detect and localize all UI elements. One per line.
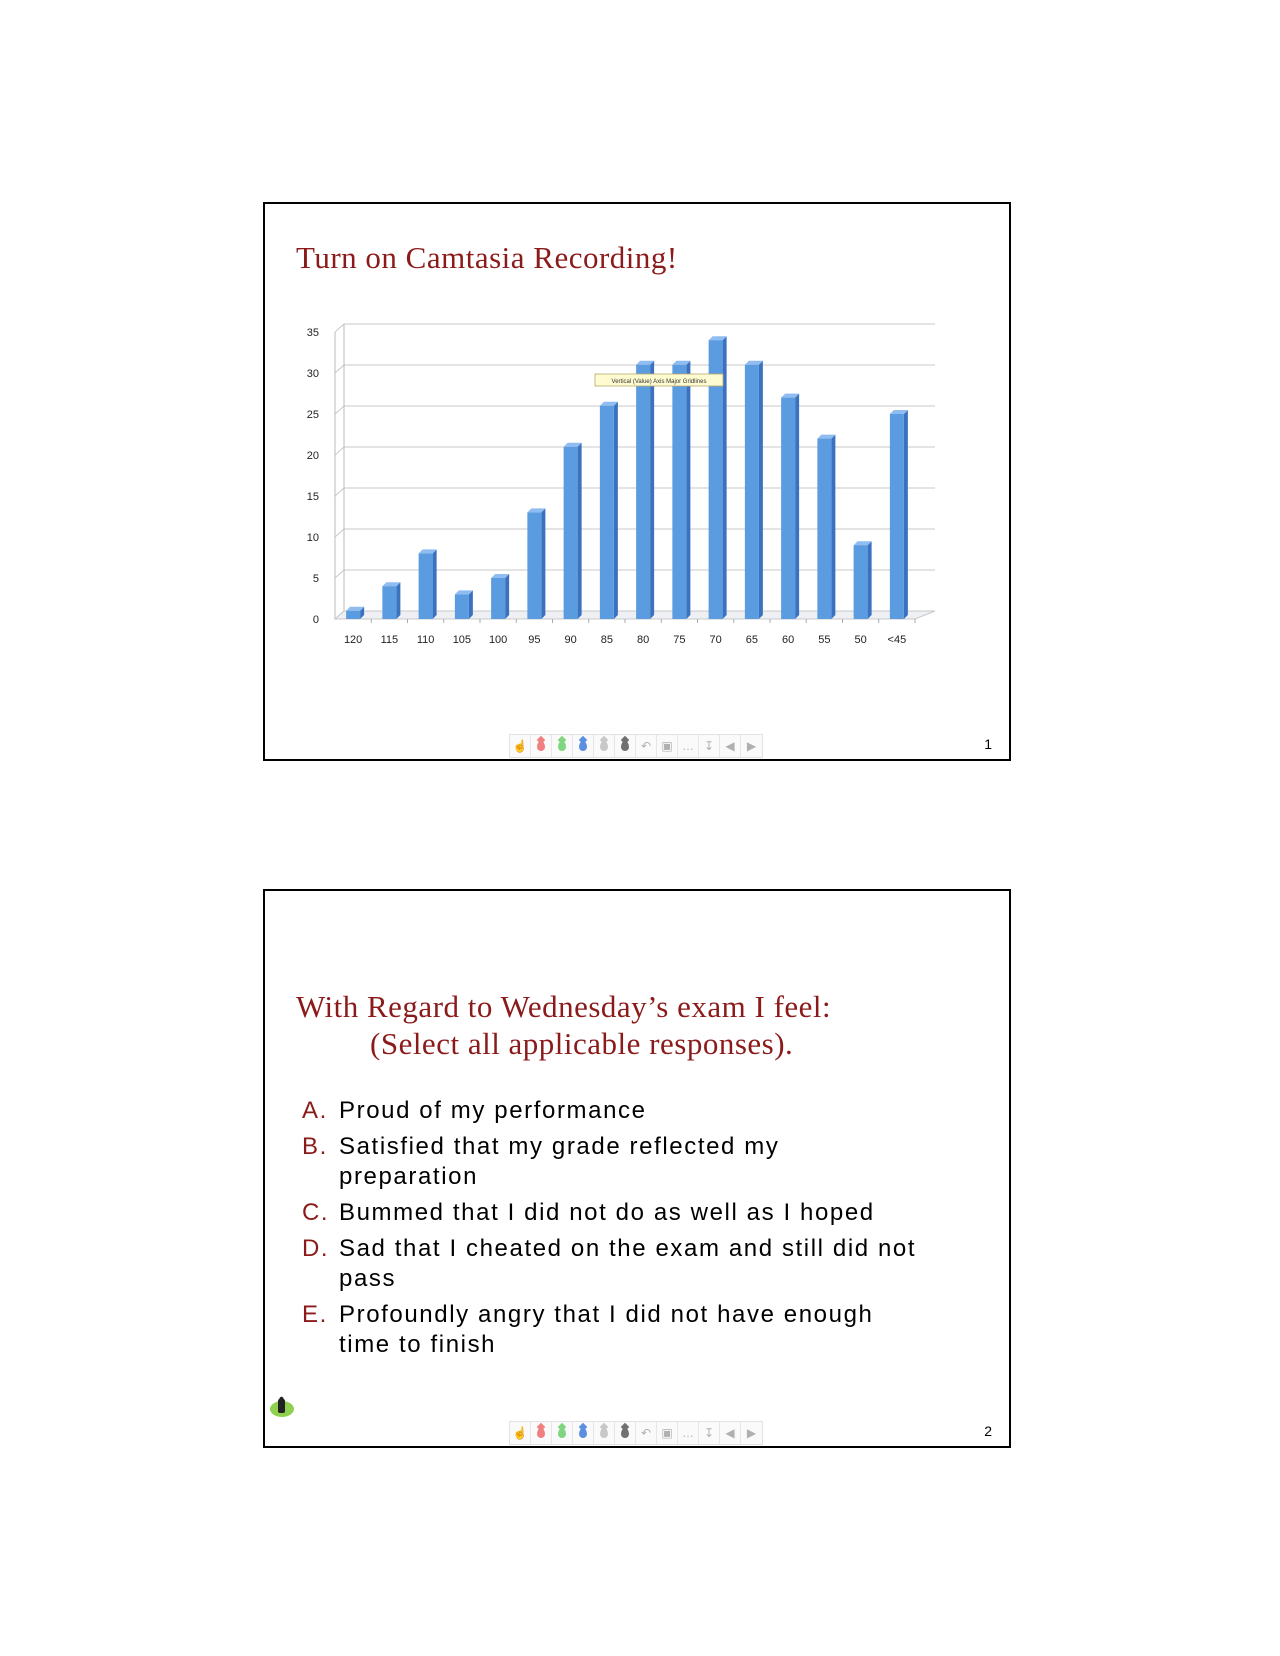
y-tick-label: 5	[312, 573, 319, 585]
answer-letter: D.	[302, 1235, 330, 1262]
green-pen-icon[interactable]	[552, 1422, 573, 1444]
bar	[346, 611, 360, 619]
bar-side	[686, 361, 690, 619]
answer-b	[302, 1132, 982, 1192]
undo-icon[interactable]: ↶	[636, 735, 657, 757]
bar	[419, 553, 433, 619]
bar	[636, 365, 650, 619]
slide-2-number: 2	[984, 1423, 992, 1439]
x-tick-label: 100	[488, 634, 508, 646]
bar-side	[868, 541, 872, 619]
x-tick-label: 90	[564, 634, 577, 646]
y-tick-label: 30	[306, 368, 319, 380]
bar	[491, 578, 505, 619]
x-tick-label: 80	[637, 634, 650, 646]
bar-side	[831, 435, 835, 619]
bar-side	[759, 361, 763, 619]
answer-letter: B.	[302, 1133, 328, 1160]
red-pen-icon[interactable]	[531, 1422, 552, 1444]
slide-1-number: 1	[984, 736, 992, 752]
gridline-diagonal	[335, 447, 344, 455]
x-tick-label: 55	[818, 634, 831, 646]
answer-letter: C.	[302, 1199, 330, 1226]
answer-text: Proud of my performance	[339, 1097, 647, 1124]
slide-1-toolbar	[509, 734, 763, 758]
bar	[382, 586, 396, 619]
green-pen-icon[interactable]	[552, 735, 573, 757]
bar	[890, 414, 904, 619]
gridline-tooltip-text: Vertical (Value) Axis Major Gridlines	[611, 379, 707, 385]
answer-letter: A.	[302, 1097, 328, 1124]
x-tick-label: 75	[673, 634, 686, 646]
slide-1-title: Turn on Camtasia Recording!	[296, 240, 678, 275]
answer-letter: E.	[302, 1301, 328, 1328]
prev-icon[interactable]: ◀	[720, 1422, 741, 1444]
more-icon[interactable]: …	[678, 1422, 699, 1444]
bar-side	[904, 410, 908, 619]
x-tick-label: 120	[343, 634, 363, 646]
bar-side	[396, 582, 400, 619]
x-tick-label: 70	[709, 634, 722, 646]
slide-2-toolbar	[509, 1421, 763, 1445]
answer-list	[302, 1096, 982, 1366]
bar-side	[578, 443, 582, 619]
next-icon[interactable]: ▶	[746, 1426, 757, 1440]
bar	[745, 365, 759, 619]
blue-pen-icon[interactable]	[573, 1422, 594, 1444]
bar	[564, 447, 578, 619]
gray-pen-icon[interactable]	[594, 735, 615, 757]
download-icon[interactable]: ↧	[699, 735, 720, 757]
blue-pen-icon[interactable]	[573, 735, 594, 757]
gridline-diagonal	[335, 365, 344, 373]
x-tick-label: 50	[854, 634, 867, 646]
answer-text: Profoundly angry that I did not have enough time to finish	[339, 1301, 874, 1358]
gridline-diagonal	[335, 406, 344, 414]
bar	[455, 594, 469, 619]
answer-text: Bummed that I did not do as well as I hoped	[339, 1199, 875, 1226]
x-tick-label: 115	[380, 634, 399, 646]
bar	[781, 398, 795, 619]
histogram-chart	[295, 319, 945, 674]
bar-side	[650, 361, 654, 619]
x-tick-label: <45	[887, 634, 907, 646]
x-tick-label: 60	[782, 634, 795, 646]
gridline-diagonal	[335, 324, 344, 332]
answer-c	[302, 1198, 982, 1228]
bar	[600, 406, 614, 619]
red-pen-icon[interactable]	[531, 735, 552, 757]
slide-2	[263, 889, 1011, 1448]
gridline-diagonal	[335, 570, 344, 578]
bar	[817, 439, 831, 619]
y-tick-label: 20	[306, 450, 319, 462]
bar-side	[505, 574, 509, 619]
x-tick-label: 110	[416, 634, 435, 646]
y-tick-label: 10	[306, 532, 319, 544]
y-tick-label: 25	[306, 409, 319, 421]
answer-text: Sad that I cheated on the exam and still did not pass	[339, 1235, 917, 1292]
chart-svg	[295, 319, 945, 674]
slide-1	[263, 202, 1011, 761]
bar-side	[433, 549, 437, 619]
x-tick-label: 105	[452, 634, 472, 646]
pointer-icon[interactable]: ☝	[510, 735, 531, 757]
window-icon[interactable]: ▣	[657, 1422, 678, 1444]
y-tick-label: 35	[306, 327, 319, 339]
answer-text: Satisfied that my grade reflected my preparation	[339, 1133, 780, 1190]
bar	[672, 365, 686, 619]
bar	[527, 512, 541, 619]
bar	[854, 545, 868, 619]
undo-icon[interactable]: ↶	[636, 1422, 657, 1444]
download-icon[interactable]: ↧	[699, 1422, 720, 1444]
bar-side	[541, 508, 545, 619]
gridline-diagonal	[335, 488, 344, 496]
dark-pen-icon[interactable]	[615, 735, 636, 757]
slide-2-title-line-2: (Select all applicable responses).	[370, 1026, 794, 1061]
prev-icon[interactable]: ◀	[720, 735, 741, 757]
bar-side	[614, 402, 618, 619]
dark-pen-icon[interactable]	[615, 1422, 636, 1444]
next-icon[interactable]: ▶	[746, 739, 757, 753]
bar-side	[795, 394, 799, 619]
slide-2-title-line-1: With Regard to Wednesday’s exam I feel:	[296, 989, 832, 1024]
window-icon[interactable]: ▣	[657, 735, 678, 757]
gray-pen-icon[interactable]	[594, 1422, 615, 1444]
more-icon[interactable]: …	[678, 735, 699, 757]
x-tick-label: 95	[528, 634, 541, 646]
answer-d	[302, 1234, 982, 1294]
answer-e	[302, 1300, 982, 1360]
answer-a	[302, 1096, 982, 1126]
x-tick-label: 65	[745, 634, 758, 646]
gridline-diagonal	[335, 529, 344, 537]
x-tick-label: 85	[600, 634, 613, 646]
bar-side	[469, 590, 473, 619]
y-tick-label: 15	[306, 491, 319, 503]
y-tick-label: 0	[312, 614, 319, 626]
clicker-logo-icon	[269, 1396, 295, 1418]
pointer-icon[interactable]: ☝	[510, 1422, 531, 1444]
